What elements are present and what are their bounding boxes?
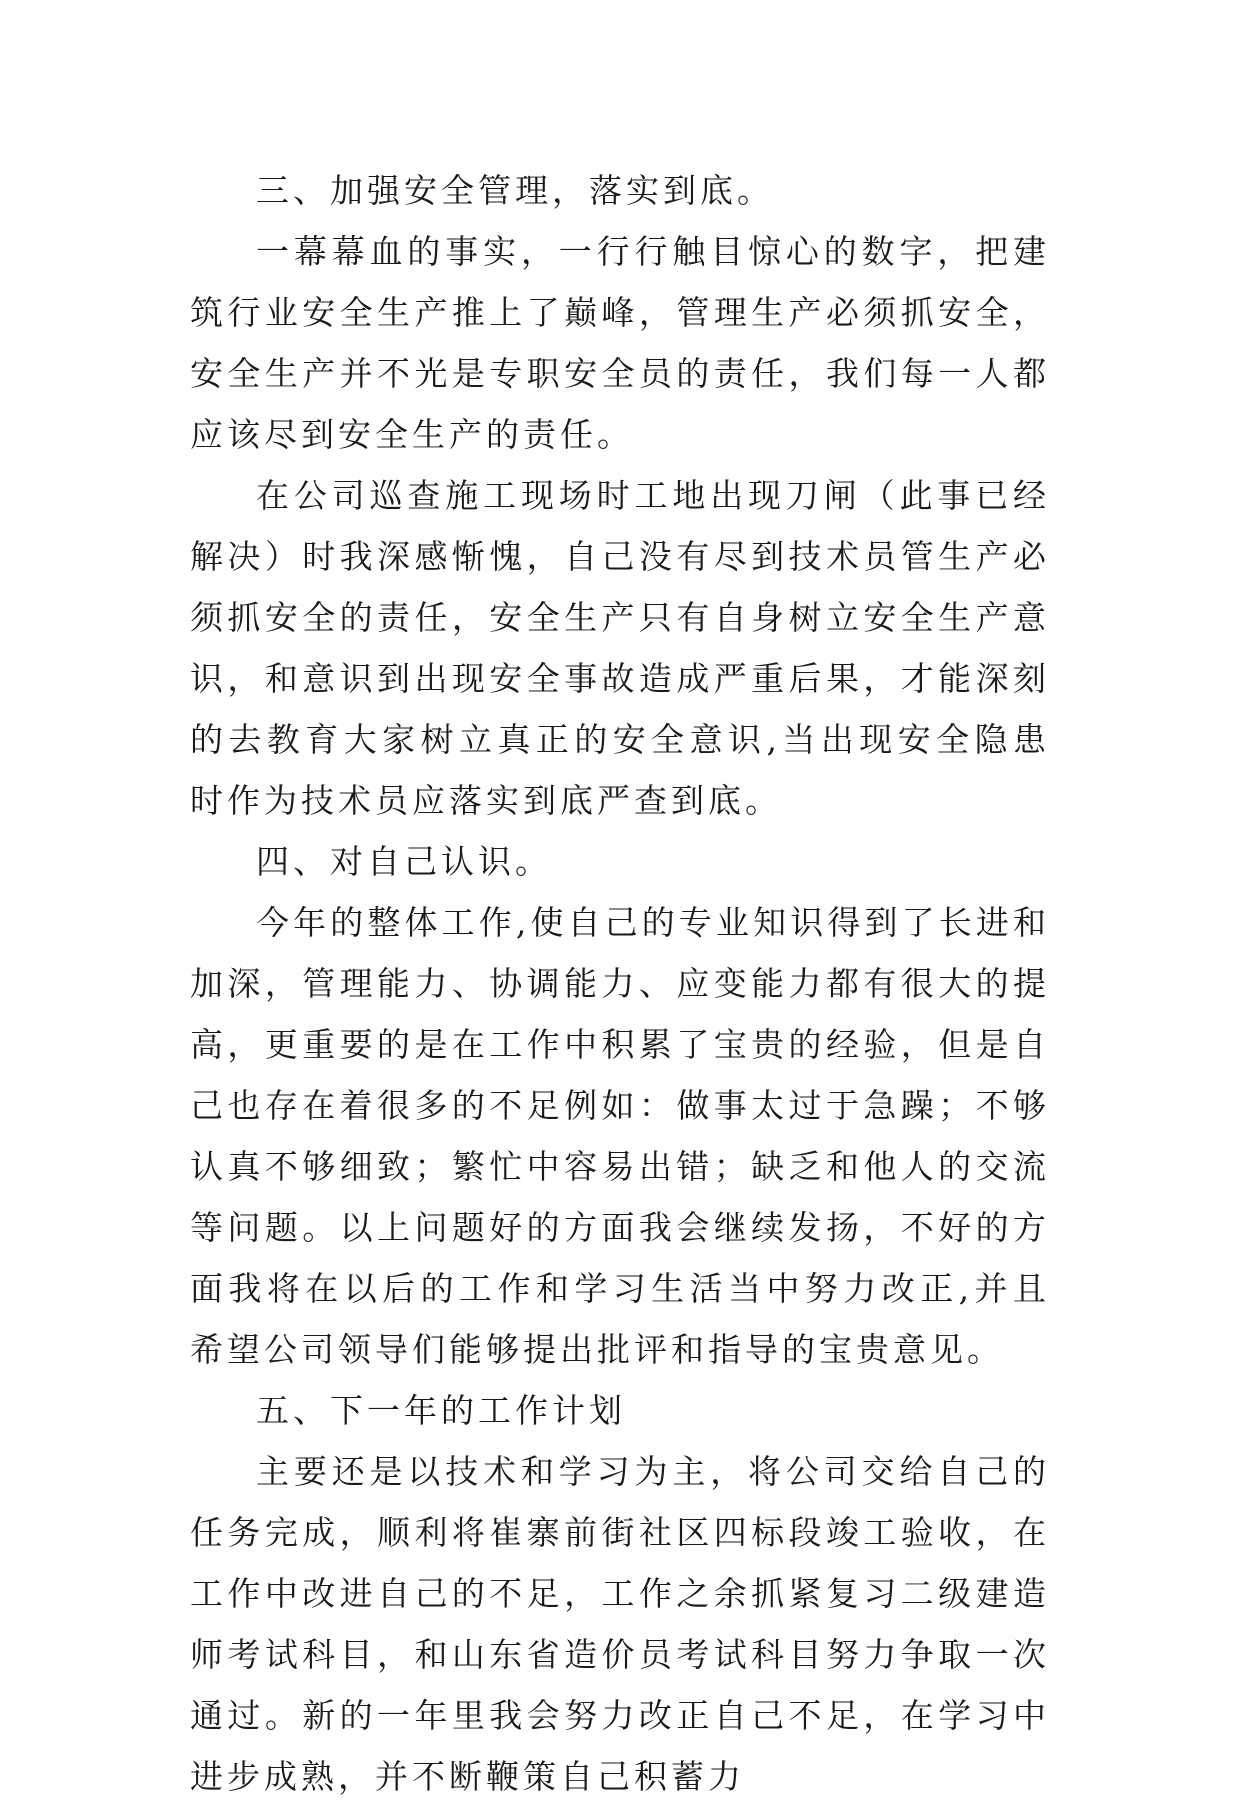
section-heading-work-plan: 五、下一年的工作计划 [256,1391,626,1430]
document-body [190,160,1050,1807]
paragraph-site-inspection: 在公司巡查施工现场时工地出现刀闸（此事已经解决）时我深感惭愧，自己没有尽到技术员管生产必须抓安全的责任，安全生产只有自身树立安全生产意识，和意识到出现安全事故造成严重后果，才能深刻的去教育大家树立真正的安全意识,当出现安全隐患时作为技术员应落实到底严查到底。 [190,476,1050,820]
paragraph-work-plan: 主要还是以技术和学习为主，将公司交给自己的任务完成，顺利将崔寨前街社区四标段竣工验收，在工作中改进自己的不足，工作之余抓紧复习二级建造师考试科目，和山东省造价员考试科目努力争取一次通过。新的一年里我会努力改正自己不足，在学习中进步成熟，并不断鞭策自己积蓄力 [190,1452,1050,1796]
section-heading-safety: 三、加强安全管理，落实到底。 [256,171,774,210]
paragraph-self-assessment: 今年的整体工作,使自己的专业知识得到了长进和加深，管理能力、协调能力、应变能力都有很大的提高，更重要的是在工作中积累了宝贵的经验，但是自己也存在着很多的不足例如：做事太过于急躁；不够认真不够细致；繁忙中容易出错；缺乏和他人的交流等问题。以上问题好的方面我会继续发扬，不好的方面我将在以后的工作和学习生活当中努力改正,并且希望公司领导们能够提出批评和指导的宝贵意见。 [190,903,1050,1369]
paragraph-safety-facts: 一幕幕血的事实，一行行触目惊心的数字，把建筑行业安全生产推上了巅峰，管理生产必须抓安全，安全生产并不光是专职安全员的责任，我们每一人都应该尽到安全生产的责任。 [190,232,1050,454]
section-heading-self-assessment: 四、对自己认识。 [256,842,552,881]
